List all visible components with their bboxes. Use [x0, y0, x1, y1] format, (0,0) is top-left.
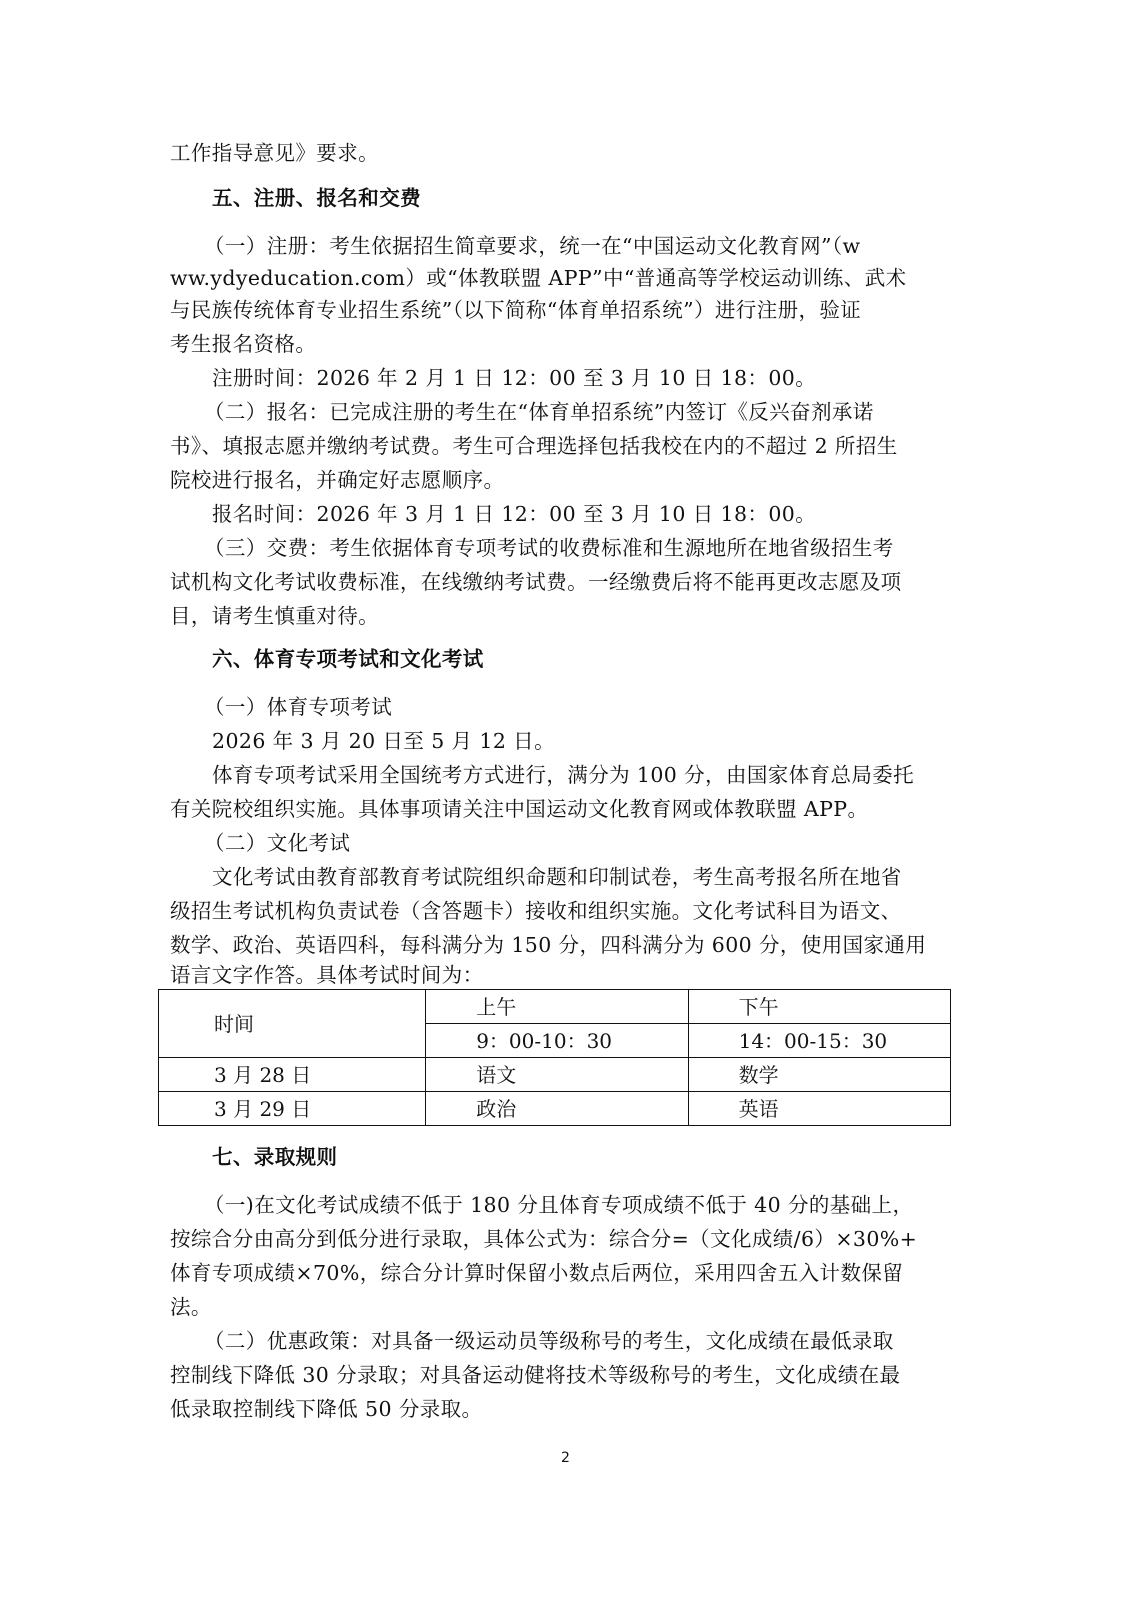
- paragraph-line: 报名时间：2026 年 3 月 1 日 12：00 至 3 月 10 日 18：00。: [212, 502, 817, 526]
- table-header-afternoon: 下午: [688, 990, 950, 1024]
- paragraph-line: 院校进行报名，并确定好志愿顺序。: [170, 468, 505, 492]
- paragraph-line: 2026 年 3 月 20 日至 5 月 12 日。: [212, 729, 555, 753]
- section-heading-5: 五、注册、报名和交费: [212, 186, 421, 210]
- table-afternoon-time: 14：00-15：30: [688, 1024, 950, 1058]
- table-header-morning: 上午: [426, 990, 688, 1024]
- paragraph-line: 控制线下降低 30 分录取；对具备运动健将技术等级称号的考生，文化成绩在最: [170, 1363, 901, 1387]
- table-cell-afternoon: 数学: [688, 1058, 950, 1092]
- paragraph-line: （二）报名：已完成注册的考生在“体育单招系统”内签订《反兴奋剂承诺: [204, 400, 874, 424]
- paragraph-line: 试机构文化考试收费标准，在线缴纳考试费。一经缴费后将不能再更改志愿及项: [170, 570, 902, 594]
- paragraph-line: 法。: [170, 1295, 212, 1319]
- paragraph-line: 与民族传统体育专业招生系统”（以下简称“体育单招系统”）进行注册，验证: [170, 298, 862, 322]
- table-header-row: [159, 990, 951, 1024]
- table-cell-morning: 政治: [426, 1092, 688, 1126]
- table-row: [159, 1058, 951, 1092]
- exam-schedule-table: [158, 989, 951, 1126]
- subsection-heading: （一）体育专项考试: [204, 695, 393, 719]
- table-cell-date: 3 月 28 日: [159, 1058, 426, 1092]
- paragraph-line: （三）交费：考生依据体育专项考试的收费标准和生源地所在地省级招生考: [204, 536, 894, 560]
- table-cell-afternoon: 英语: [688, 1092, 950, 1126]
- table-cell-date: 3 月 29 日: [159, 1092, 426, 1126]
- paragraph-line: 低录取控制线下降低 50 分录取。: [170, 1397, 483, 1421]
- paragraph-line: 目，请考生慎重对待。: [170, 604, 379, 628]
- paragraph-line: 数学、政治、英语四科，每科满分为 150 分，四科满分为 600 分，使用国家通用: [170, 933, 927, 957]
- paragraph-line: 语言文字作答。具体考试时间为：: [170, 963, 484, 987]
- paragraph-line: （一)在文化考试成绩不低于 180 分且体育专项成绩不低于 40 分的基础上，: [204, 1193, 914, 1217]
- table-row: [159, 1092, 951, 1126]
- paragraph-line: 工作指导意见》要求。: [170, 141, 379, 165]
- page-number: 2: [561, 1450, 570, 1466]
- table-cell-morning: 语文: [426, 1058, 688, 1092]
- paragraph-line: 体育专项成绩×70%，综合分计算时保留小数点后两位，采用四舍五入计数保留: [170, 1261, 904, 1285]
- paragraph-line: （二）优惠政策：对具备一级运动员等级称号的考生，文化成绩在最低录取: [204, 1329, 894, 1353]
- paragraph-line: 注册时间：2026 年 2 月 1 日 12：00 至 3 月 10 日 18：00。: [212, 366, 817, 390]
- paragraph-line: 按综合分由高分到低分进行录取，具体公式为：综合分=（文化成绩/6）×30%+: [170, 1227, 918, 1251]
- paragraph-line: 级招生考试机构负责试卷（含答题卡）接收和组织实施。文化考试科目为语文、: [170, 899, 902, 923]
- table-header-time: 时间: [159, 990, 426, 1058]
- subsection-heading: （二）文化考试: [204, 831, 351, 855]
- paragraph-line: （一）注册：考生依据招生简章要求，统一在“中国运动文化教育网”（w: [204, 234, 861, 258]
- paragraph-line: 体育专项考试采用全国统考方式进行，满分为 100 分，由国家体育总局委托: [212, 763, 915, 787]
- section-heading-6: 六、体育专项考试和文化考试: [212, 647, 484, 671]
- paragraph-line: 书》、填报志愿并缴纳考试费。考生可合理选择包括我校在内的不超过 2 所招生: [170, 434, 898, 458]
- paragraph-line: 考生报名资格。: [170, 332, 317, 356]
- section-heading-7: 七、录取规则: [212, 1145, 338, 1169]
- paragraph-line: 文化考试由教育部教育考试院组织命题和印制试卷，考生高考报名所在地省: [212, 865, 902, 889]
- paragraph-line: ww.ydyeducation.com）或“体教联盟 APP”中“普通高等学校运动训练、武术: [170, 266, 907, 290]
- paragraph-line: 有关院校组织实施。具体事项请关注中国运动文化教育网或体教联盟 APP。: [170, 797, 869, 821]
- table-morning-time: 9：00-10：30: [426, 1024, 688, 1058]
